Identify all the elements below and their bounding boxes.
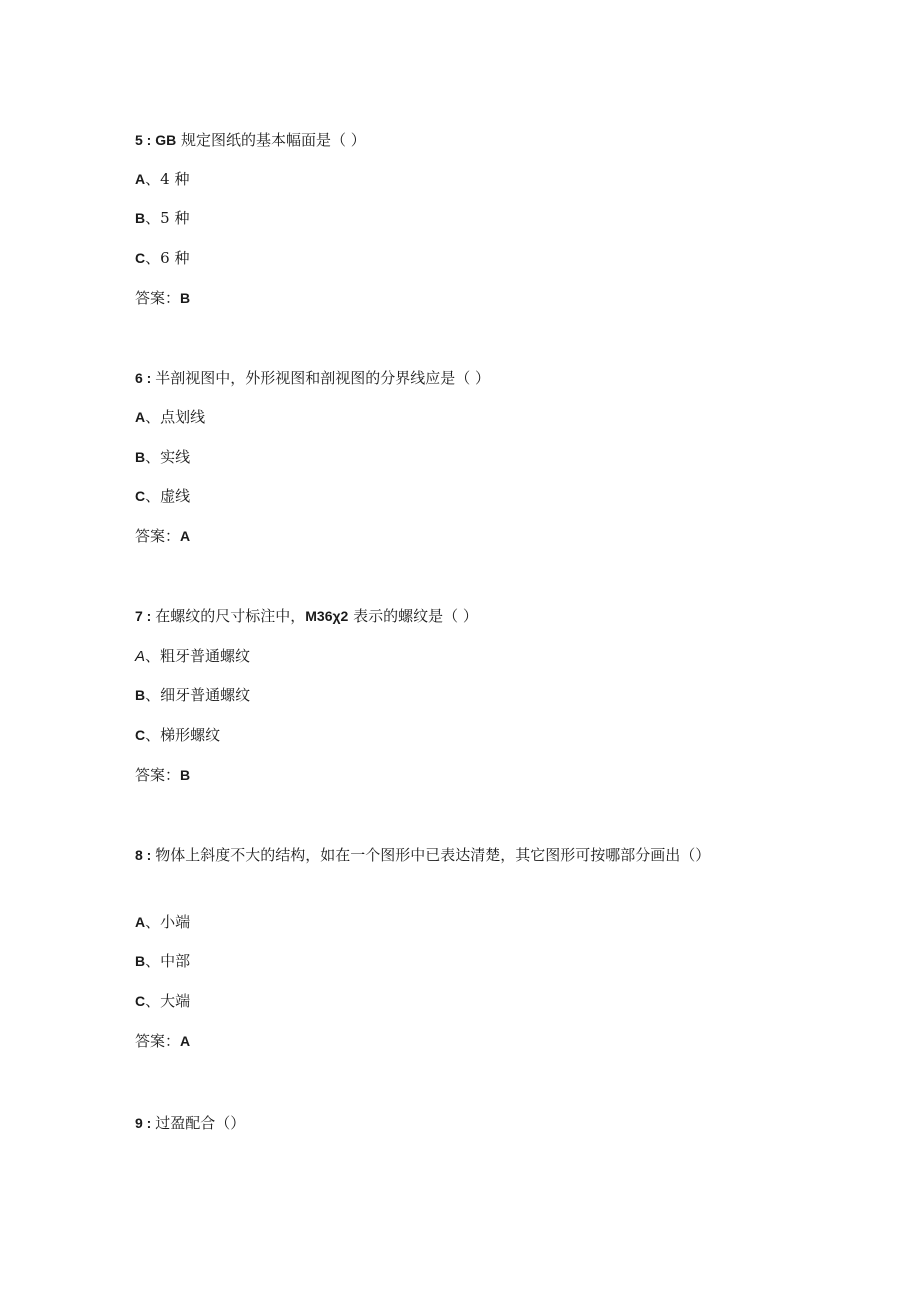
option-separator: 、 — [145, 992, 161, 1010]
answer-label: 答案： — [135, 1032, 181, 1050]
option-text: 点划线 — [160, 408, 206, 426]
question-6-option-a — [135, 406, 205, 428]
question-8-option-a — [135, 911, 190, 933]
question-9-stem — [135, 1112, 245, 1134]
option-separator: 、 — [145, 686, 161, 704]
option-text: 实线 — [160, 448, 191, 466]
answer-value: A — [180, 528, 191, 544]
option-separator: 、 — [145, 249, 161, 267]
option-letter: B — [135, 953, 146, 969]
question-6-answer — [135, 525, 190, 547]
option-text: 粗牙普通螺纹 — [160, 647, 251, 665]
question-number: 5 — [135, 132, 143, 148]
option-separator: 、 — [145, 647, 161, 665]
option-text: 细牙普通螺纹 — [160, 686, 251, 704]
option-text: 虚线 — [160, 487, 191, 505]
option-text: 5 种 — [160, 209, 190, 227]
option-letter: C — [135, 488, 146, 504]
question-5-stem — [135, 129, 366, 151]
option-text: 大端 — [160, 992, 191, 1010]
question-separator: : — [142, 132, 156, 148]
option-letter: A — [135, 914, 146, 930]
option-separator: 、 — [145, 952, 161, 970]
question-5-option-b — [135, 207, 189, 229]
option-separator: 、 — [145, 487, 161, 505]
option-letter: A — [135, 409, 146, 425]
question-8-option-c — [135, 990, 190, 1012]
question-separator: : — [142, 608, 156, 624]
question-6-option-b — [135, 446, 190, 468]
question-8-option-b — [135, 950, 190, 972]
question-text: 规定图纸的基本幅面是（ ） — [176, 131, 366, 149]
question-6-stem — [135, 367, 490, 389]
question-7-option-b — [135, 684, 250, 706]
option-letter: B — [135, 687, 146, 703]
option-letter: C — [135, 727, 146, 743]
option-separator: 、 — [145, 408, 161, 426]
option-letter: C — [135, 993, 146, 1009]
question-number: 8 — [135, 847, 143, 863]
question-text-tail: 表示的螺纹是（ ） — [348, 607, 478, 625]
question-7-answer — [135, 764, 190, 786]
option-separator: 、 — [145, 170, 161, 188]
question-separator: : — [142, 370, 156, 386]
thread-code: M36χ2 — [305, 608, 349, 624]
question-text: 物体上斜度不大的结构，如在一个图形中已表达清楚，其它图形可按哪部分画出（） — [155, 846, 711, 864]
question-number: 9 — [135, 1115, 143, 1131]
answer-label: 答案： — [135, 289, 181, 307]
option-text: 6 种 — [160, 249, 190, 267]
question-number: 6 — [135, 370, 143, 386]
option-separator: 、 — [145, 209, 161, 227]
question-5-option-a — [135, 168, 189, 190]
question-7-option-c — [135, 724, 220, 746]
answer-value: A — [180, 1033, 191, 1049]
question-text: 在螺纹的尺寸标注中， — [155, 607, 306, 625]
question-8-answer — [135, 1030, 190, 1052]
answer-value: B — [180, 767, 191, 783]
answer-label: 答案： — [135, 766, 181, 784]
question-number: 7 — [135, 608, 143, 624]
option-separator: 、 — [145, 726, 161, 744]
question-8-stem — [135, 843, 775, 867]
question-7-option-a — [135, 645, 250, 668]
question-text: 过盈配合（） — [155, 1114, 246, 1132]
option-text: 梯形螺纹 — [160, 726, 221, 744]
question-text: 半剖视图中，外形视图和剖视图的分界线应是（ ） — [155, 369, 491, 387]
question-5-option-c — [135, 247, 189, 269]
option-letter: B — [135, 210, 146, 226]
option-text: 中部 — [160, 952, 191, 970]
question-6-option-c — [135, 485, 190, 507]
option-text: 小端 — [160, 913, 191, 931]
question-separator: : — [142, 1115, 156, 1131]
question-separator: : — [142, 847, 156, 863]
option-text: 4 种 — [160, 170, 190, 188]
option-letter: A — [135, 648, 146, 665]
question-prefix: GB — [155, 132, 177, 148]
answer-label: 答案： — [135, 527, 181, 545]
option-letter: A — [135, 171, 146, 187]
answer-value: B — [180, 290, 191, 306]
option-letter: C — [135, 250, 146, 266]
option-separator: 、 — [145, 448, 161, 466]
question-7-stem — [135, 605, 478, 627]
option-letter: B — [135, 449, 146, 465]
question-5-answer — [135, 287, 190, 309]
option-separator: 、 — [145, 913, 161, 931]
